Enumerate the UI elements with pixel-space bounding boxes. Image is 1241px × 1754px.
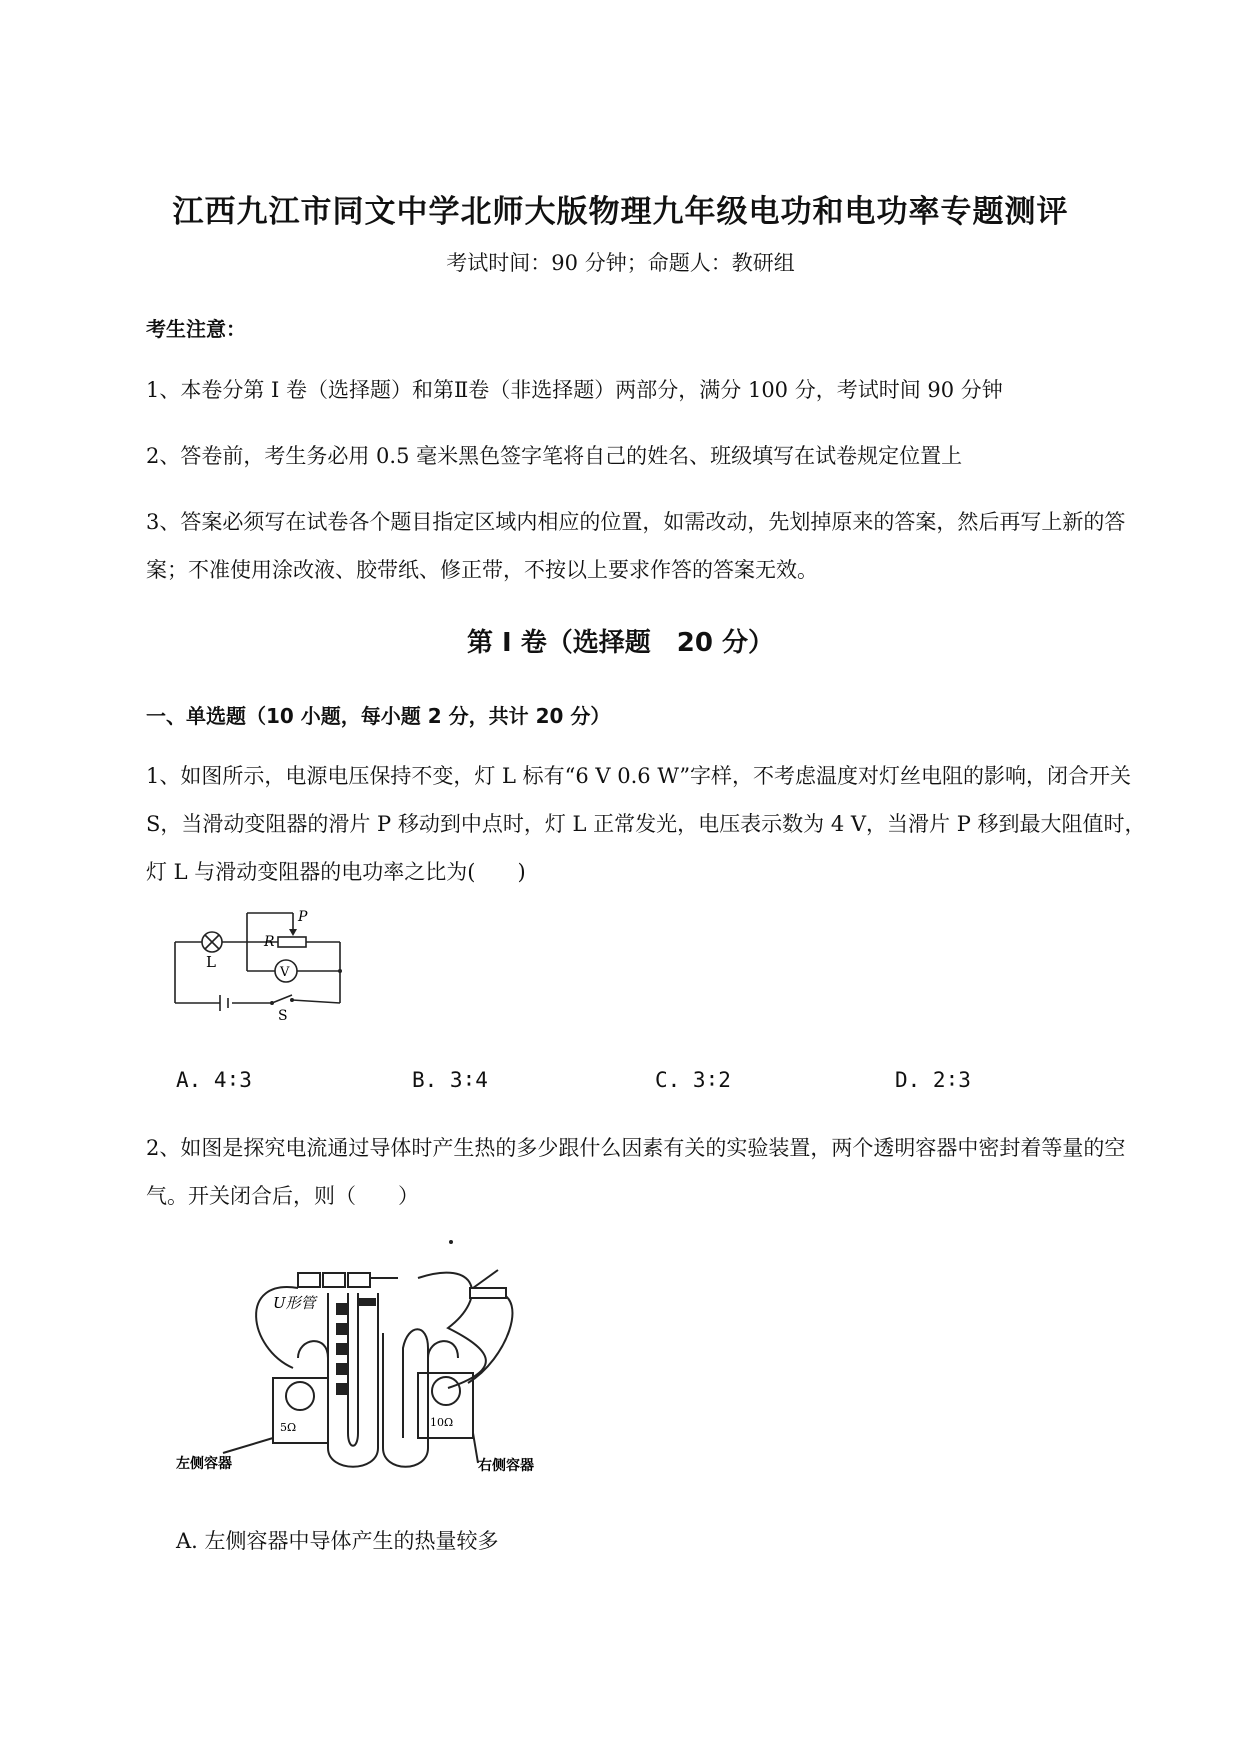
notice-item-1: 1、本卷分第 I 卷（选择题）和第Ⅱ卷（非选择题）两部分，满分 100 分，考试时间 90 分钟 [146,378,1003,402]
label-switch: S [278,1008,288,1024]
question-2-text: 2、如图是探究电流通过导体时产生热的多少跟什么因素有关的实验装置，两个透明容器中密封着等量的空气。开关闭合后，则（ ） [146,1136,1126,1208]
label-right-container: 右侧容器 [478,1458,534,1474]
page-title: 江西九江市同文中学北师大版物理九年级电功和电功率专题测评 [172,194,1069,230]
label-lamp: L [206,953,216,971]
label-resistor: R [264,934,275,950]
heating-apparatus-diagram [176,1238,568,1474]
section-title: 第 I 卷（选择题 20 分） [466,628,774,658]
exam-info: 考试时间：90 分钟；命题人：教研组 [446,251,795,275]
q1-option-a[interactable]: A. 4∶3 [176,1068,252,1092]
notice-item-2: 2、答卷前，考生务必用 0.5 毫米黑色签字笔将自己的姓名、班级填写在试卷规定位置上 [146,444,963,468]
label-left-container: 左侧容器 [176,1456,232,1472]
q1-option-d[interactable]: D. 2∶3 [895,1068,971,1092]
q1-option-c[interactable]: C. 3∶2 [655,1068,731,1092]
circuit-diagram [160,905,350,1024]
switch-icon [470,1288,506,1298]
section-subheading: 一、单选题（10 小题，每小题 2 分，共计 20 分） [146,704,611,728]
label-voltmeter: V [280,965,290,980]
label-left-resistor: 5Ω [280,1421,297,1434]
notice-heading: 考生注意： [146,317,246,341]
label-u-tube: U形管 [273,1294,316,1312]
label-right-resistor: 10Ω [430,1416,454,1429]
notice-item-3: 3、答案必须写在试卷各个题目指定区域内相应的位置，如需改动，先划掉原来的答案，然后再写上新的答案；不准使用涂改液、胶带纸、修正带，不按以上要求作答的答案无效。 [146,510,1126,582]
q2-option-a[interactable]: A. 左侧容器中导体产生的热量较多 [176,1529,499,1553]
q1-option-b[interactable]: B. 3∶4 [412,1068,488,1092]
question-1-text: 1、如图所示，电源电压保持不变，灯 L 标有“6 V 0.6 W”字样，不考虑温度对灯丝电阻的影响，闭合开关 S，当滑动变阻器的滑片 P 移动到中点时，灯 L 正常发光，电压表示数为 4 V，当滑片 P 移到最大阻值时，灯 L 与滑动变阻器的电功率之比为( ) [146,764,1146,884]
label-slider: P [298,909,308,925]
